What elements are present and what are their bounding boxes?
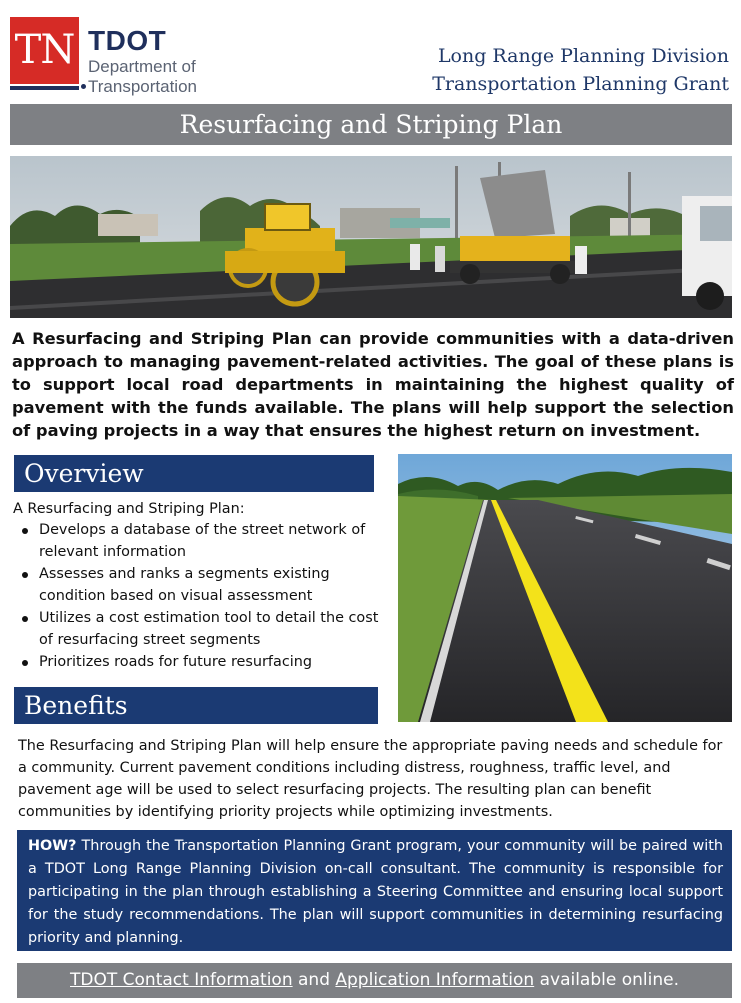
logo-rule xyxy=(10,86,79,90)
how-label: HOW? xyxy=(28,838,77,854)
overview-heading: Overview xyxy=(14,455,374,492)
overview-lead: A Resurfacing and Striping Plan: xyxy=(13,501,245,517)
paving-crew-photo xyxy=(10,156,732,318)
application-info-link[interactable]: Application Information xyxy=(335,970,535,990)
tn-logo: TN xyxy=(10,17,79,84)
list-item: Utilizes a cost estimation tool to detail the cost of resurfacing street segments xyxy=(13,607,393,651)
logo-wordmark: TDOT xyxy=(88,25,167,56)
how-text: Through the Transportation Planning Grant program, your community will be paired with a TDOT Long Range Planning Division on-call consultant. The community is responsible for participating in the plan through establishing a Steering Committee and ensuring local support for the study recommendations. The plan will support communities in determining resurfacing priority and planning. xyxy=(28,838,723,946)
logo-department: Department of xyxy=(88,57,196,76)
striped-road-photo xyxy=(398,454,732,722)
footer-tail: available online. xyxy=(534,970,679,990)
list-item: Assesses and ranks a segments existing condition based on visual assessment xyxy=(13,563,393,607)
logo-transportation: Transportation xyxy=(88,77,197,96)
list-item: Prioritizes roads for future resurfacing xyxy=(13,651,393,673)
benefits-heading: Benefits xyxy=(14,687,378,724)
footer-bar xyxy=(17,963,732,998)
grant-heading: Transportation Planning Grant xyxy=(432,73,729,95)
page-title: Resurfacing and Striping Plan xyxy=(10,104,732,145)
overview-list xyxy=(13,519,393,673)
contact-info-link[interactable]: TDOT Contact Information xyxy=(70,970,293,990)
how-paragraph xyxy=(28,835,723,950)
logo-dot xyxy=(81,84,86,89)
benefits-paragraph: The Resurfacing and Striping Plan will help ensure the appropriate paving needs and schedule for a community. Current pavement conditions including distress, roughness, traffic level, and pavement age will be used to select resurfacing projects. The resulting plan can benefit communities by identifying priority projects while optimizing investments. xyxy=(18,738,723,820)
how-callout xyxy=(17,830,732,951)
intro-paragraph: A Resurfacing and Striping Plan can provide communities with a data-driven approach to managing pavement-related activities. The goal of these plans is to support local road departments in maintaining the highest quality of pavement with the funds available. The plans will help support the selection of paving projects in a way that ensures the highest return on investment. xyxy=(12,329,734,440)
footer-and: and xyxy=(292,970,336,990)
division-heading: Long Range Planning Division xyxy=(437,45,729,67)
list-item: Develops a database of the street network of relevant information xyxy=(13,519,393,563)
